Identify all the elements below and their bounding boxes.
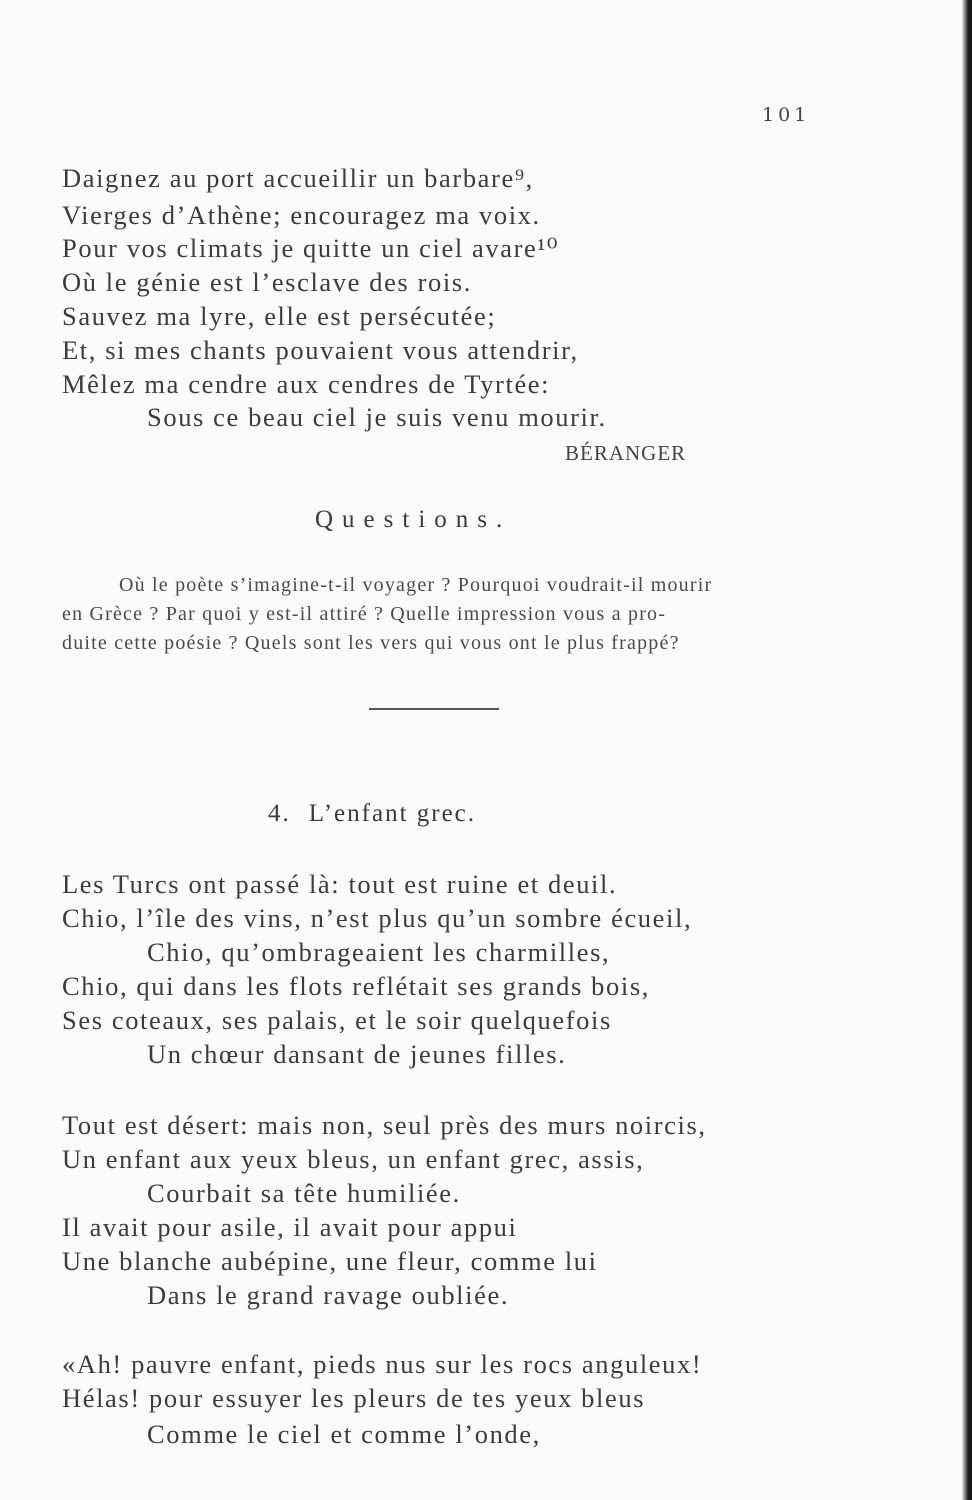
poem-number: 4. [268,800,291,827]
verse-line: Comme le ciel et comme l’onde, [147,1419,541,1449]
question-line: duite cette poésie ? Quels sont les vers qui vous ont le plus frappé? [62,632,680,654]
verse-line: Chio, l’île des vins, n’est plus qu’un sombre écueil, [62,903,693,933]
page-number: 101 [762,104,811,126]
poem-title-text: L’enfant grec. [308,800,477,827]
verse-line: Ses coteaux, ses palais, et le soir quelquefois [62,1005,612,1035]
author-name: BÉRANGER [565,441,687,465]
verse-line: Sous ce beau ciel je suis venu mourir. [147,402,607,432]
question-line: en Grèce ? Par quoi y est-il attiré ? Quelle impression vous a pro- [62,603,667,625]
verse-line: Où le génie est l’esclave des rois. [62,267,472,297]
question-line: Où le poète s’imagine-t-il voyager ? Pourquoi voudrait-il mourir [119,574,713,596]
verse-line: Courbait sa tête humiliée. [147,1178,461,1208]
page-edge [962,0,972,1500]
verse-line: Et, si mes chants pouvaient vous attendrir, [62,335,579,365]
verse-line: Chio, qui dans les flots reflétait ses grands bois, [62,971,650,1001]
verse-line: Il avait pour asile, il avait pour appui [62,1212,518,1242]
verse-line: Pour vos climats je quitte un ciel avare¹⁰ [62,233,560,263]
verse-line: Une blanche aubépine, une fleur, comme lui [62,1246,598,1276]
poem-title [268,800,476,828]
verse-line: Un enfant aux yeux bleus, un enfant grec, assis, [62,1144,645,1174]
verse-line: Dans le grand ravage oubliée. [147,1280,510,1310]
section-divider [369,708,499,710]
verse-line: Daignez au port accueillir un barbare⁹, [62,163,534,193]
verse-line: Tout est désert: mais non, seul près des murs noircis, [62,1110,707,1140]
verse-line: Mêlez ma cendre aux cendres de Tyrtée: [62,369,551,399]
verse-line: Un chœur dansant de jeunes filles. [147,1039,567,1069]
verse-line: «Ah! pauvre enfant, pieds nus sur les rocs anguleux! [62,1349,703,1379]
verse-line: Vierges d’Athène; encouragez ma voix. [62,200,541,230]
questions-heading: Questions. [315,506,512,533]
verse-line: Hélas! pour essuyer les pleurs de tes yeux bleus [62,1383,646,1413]
verse-line: Chio, qu’ombrageaient les charmilles, [147,937,611,967]
verse-line: Sauvez ma lyre, elle est persécutée; [62,301,497,331]
verse-line: Les Turcs ont passé là: tout est ruine et deuil. [62,869,618,899]
